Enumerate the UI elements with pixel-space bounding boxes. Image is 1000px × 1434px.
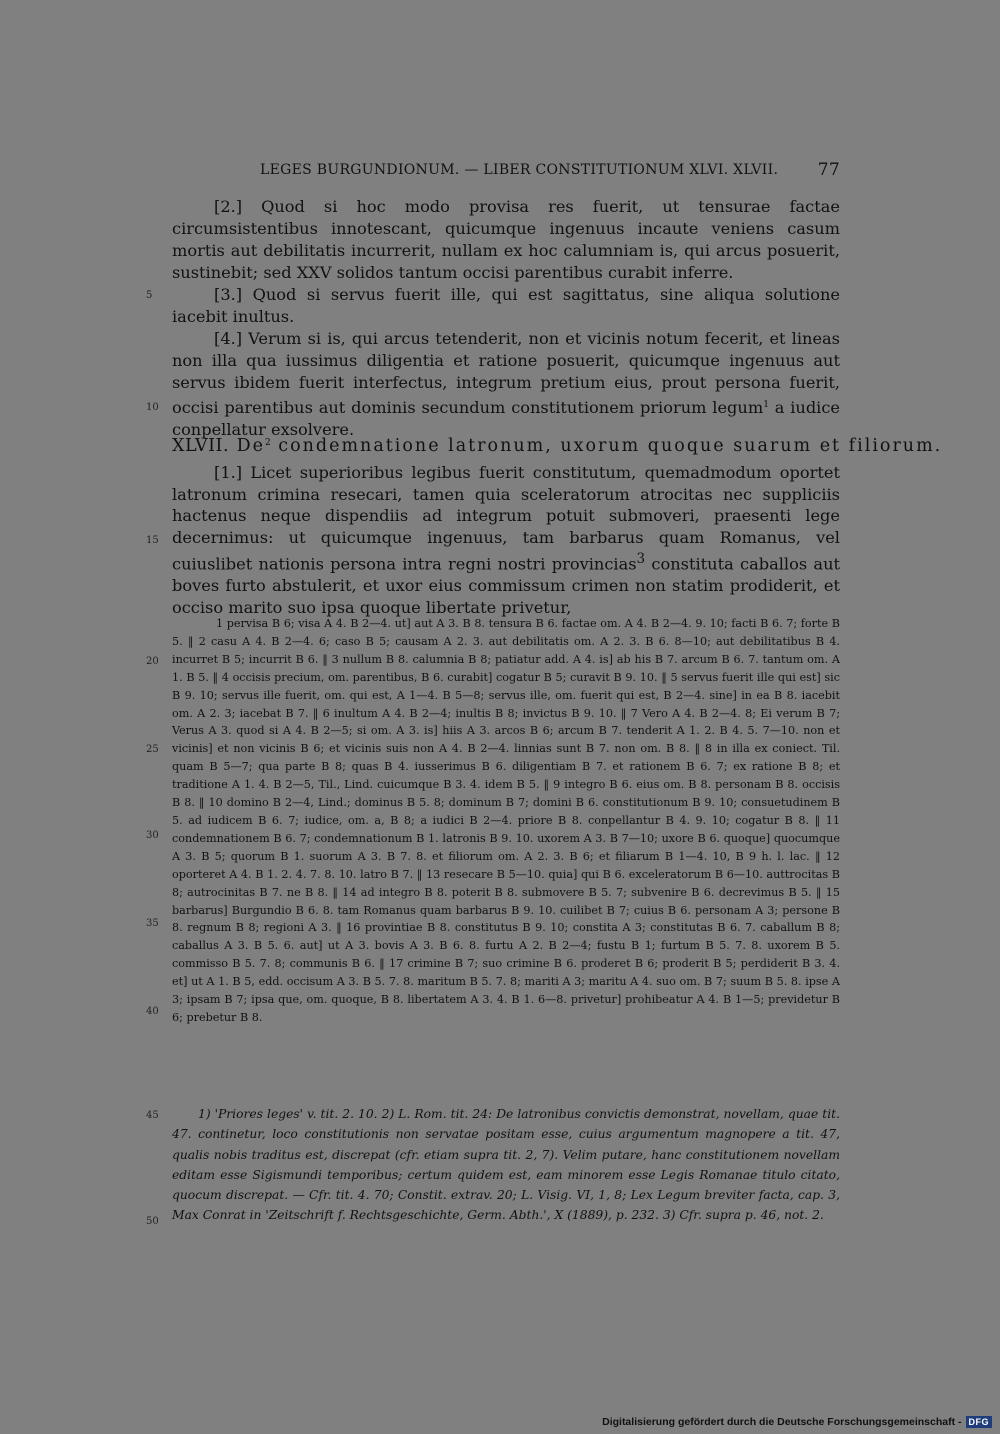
line-number: 10	[146, 402, 159, 413]
footnote-ref-2: 2	[265, 438, 271, 448]
main-text-block	[172, 196, 840, 441]
line-number: 40	[146, 1006, 159, 1017]
section-number: XLVII.	[172, 436, 230, 456]
paragraph-1	[172, 462, 840, 618]
paragraph-1-text: [1.] Licet superioribus legibus fuerit constitutum, quemadmodum oportet latronum crimina resecari, tamen quia sceleratorum atrocitas nec suppliciis hactenus neque dispendiis ad integrum potuit submoveri, praesenti lege decernimus: ut quicumque ingenuus, tam barbarus quam Romanus, vel cuiuslibet nationis persona intra regni nostri provincias	[172, 463, 840, 574]
page-header	[170, 160, 840, 182]
footnotes-text: 1) 'Priores leges' v. tit. 2. 10. 2) L. Rom. tit. 24: De latronibus convictis demonstrat, novellam, quae tit. 47. continetur, loco constitutionis non servatae positam esse, cuius argumentum magnopere a tit. 47, qualis nobis traditus est, discrepat (cfr. etiam supra tit. 2, 7). Velim putare, hanc constitutionem novellam editam esse Sigismundi temporibus; certum quidem est, eam minorem esse Legis Romanae titulo citato, quocum discrepat. — Cfr. tit. 4. 70; Constit. extrav. 20; L. Visig. VI, 1, 8; Lex Legum breviter facta, cap. 3, Max Conrat in 'Zeitschrift f. Rechtsgeschichte, Germ. Abth.', X (1889), p. 232. 3) Cfr. supra p. 46, not. 2.	[172, 1107, 840, 1223]
footnote-ref-1: 1	[763, 400, 769, 410]
paragraph-4-text: [4.] Verum si is, qui arcus tetenderit, non et vicinis notum fecerit, et lineas non illa qua iussimus diligentia et ratione posuerit, quicumque ingenuus aut servus ibidem fuerit interfectus, integrum pretium eius, prout persona fuerit, occisi parentibus aut dominis secundum constitutionem priorum legum	[172, 329, 840, 417]
line-number: 30	[146, 830, 159, 841]
apparatus-text: 1 pervisa B 6; visa A 4. B 2—4. ut] aut A 3. B 8. tensura B 6. factae om. A 4. B 2—4. 9. 10; facti B 6. 7; forte B 5. ‖ 2 casu A 4. B 2—4. 6; caso B 5; causam A 2. 3. aut debilitatis om. A 2. 3. B 6. 8—10; aut debilitatibus B 4. incurret B 5; incurrit B 6. ‖ 3 nullum B 8. calumnia B 8; patiatur add. A 4. is] ab his B 7. arcum B 6. 7. tantum om. A 1. B 5. ‖ 4 occisis precium, om. parentibus, B 6. curabit] cogatur B 5; curavit B 9. 10. ‖ 5 servus fuerit ille qui est] sic B 9. 10; servus ille fuerit, om. qui est, A 1—4. B 5—8; servus ille, om. fuerit qui est, B 2—4. sine] in ea B 8. iacebit om. A 2. 3; iacebat B 7. ‖ 6 inultum A 4. B 2—4; inultis B 8; invictus B 9. 10. ‖ 7 Vero A 4. B 2—4. 8; Ei verum B 7; Verus A 3. quod si A 4. B 2—5; si om. A 3. is] hiis A 3. arcos B 6; arcum B 7. tenderit A 1. 2. B 4. 5. 7—10. non et vicinis] et non vicinis B 6; et vicinis suis non A 4. B 2—4. linnias sunt B 7. non om. B 8. ‖ 8 in illa ex coniect. Til. quam B 5—7; qua parte B 8; quas B 4. iusserimus B 6. diligentiam B 7. et rationem B 6. 7; ex ratione B 8; et traditione A 1. 4. B 2—5, Til., Lind. cuicumque B 3. 4. idem B 5. ‖ 9 integro B 6. eius om. B 8. personam B 8. occisis B 8. ‖ 10 domino B 2—4, Lind.; dominus B 5. 8; dominum B 7; domini B 6. constitutionum B 9. 10; consuetudinem B 5. ad iudicem B 6. 7; iudice, om. a, B 8; a iudici B 2—4. priore B 8. conpellantur B 4. 9. 10; cogatur B 8. ‖ 11 condemnationem B 6. 7; condemnationum B 1. latronis B 9. 10. uxorem A 3. B 7—10; uxore B 6. quoque] quocumque A 3. B 5; quorum B 1. suorum A 3. B 7. 8. et filiorum om. A 2. 3. B 6; et filiarum B 1—4. 10, B 9 h. l. lac. ‖ 12 oporteret A 4. B 1. 2. 4. 7. 8. 10. latro B 7. ‖ 13 resecare B 5—10. quia] qui B 6. exceleratorum B 6—10. auttrocitas B 8; autrocinitas B 7. ne B 8. ‖ 14 ad integro B 8. poterit B 8. submovere B 5. 7; subvenire B 6. decrevimus B 5. ‖ 15 barbarus] Burgundio B 6. 8. tam Romanus quam barbarus B 9. 10. cuilibet B 7; cuius B 6. personam A 3; persone B 8. regnum B 8; regioni A 3. ‖ 16 provintiae B 8. constitutus B 9. 10; constita A 3; constitutas B 6. 7. caballum B 8; caballus A 3. B 5. 6. aut] ut A 3. bovis A 3. B 6. 8. furtu A 2. B 2—4; fustu B 1; furtum B 5. 7. 8. uxorem B 5. commisso B 5. 7. 8; communis B 6. ‖ 17 crimine B 7; suo crimine B 6. proderet B 6; proderit B 5; perdiderit B 3. 4. et] ut A 1. B 5, edd. occisum A 3. B 5. 7. 8. maritum B 5. 7. 8; mariti A 3; maritu A 4. suo om. B 7; suum B 5. 8. ipse A 3; ipsam B 7; ipsa que, om. quoque, B 8. libertatem A 3. 4. B 1. 6—8. privetur] prohibeatur A 4. B 1—5; previdetur B 6; prebetur B 8.	[172, 617, 840, 1024]
section-heading	[172, 436, 943, 456]
dfg-logo: DFG	[966, 1416, 993, 1428]
main-text-block-2	[172, 462, 840, 618]
heading-rest: condemnatione latronum, uxorum quoque suarum et filiorum.	[270, 436, 943, 456]
credit-text: Digitalisierung gefördert durch die Deutsche Forschungsgemeinschaft -	[602, 1416, 962, 1428]
heading-word: De	[236, 436, 265, 456]
digitization-credit	[602, 1414, 992, 1430]
line-number: 45	[146, 1110, 159, 1121]
paragraph-2: [2.] Quod si hoc modo provisa res fuerit, ut tensurae factae circumsistentibus innotescant, quicumque ingenuus incaute veniens casum mortis aut debilitatis incurrerit, nullam ex hoc calumniam is, qui arcus posuerit, sustinebit; sed XXV solidos tantum occisi parentibus curabit inferre.	[172, 197, 840, 282]
line-number: 5	[146, 290, 153, 301]
footnote-ref-3: 3	[636, 550, 646, 567]
paragraph-4-end: a iudice conpellatur exsolvere.	[172, 398, 841, 439]
page-number: 77	[817, 160, 840, 180]
paragraph-4	[172, 328, 840, 441]
running-title: LEGES BURGUNDIONUM. — LIBER CONSTITUTIONUM XLVI. XLVII.	[260, 162, 779, 178]
line-number: 35	[146, 918, 159, 929]
critical-apparatus	[172, 615, 840, 1027]
paragraph-3: [3.] Quod si servus fuerit ille, qui est sagittatus, sine aliqua solutione iacebit inultus.	[172, 285, 840, 326]
line-number: 50	[146, 1216, 159, 1227]
line-number: 25	[146, 744, 159, 755]
paragraph-1-end: constituta caballos aut boves furto abstulerit, et uxor eius commissum crimen non statim prodiderit, et occiso marito suo ipsa quoque libertate privetur,	[172, 554, 840, 617]
footnotes	[172, 1104, 840, 1226]
line-number: 15	[146, 535, 159, 546]
line-number: 20	[146, 656, 159, 667]
